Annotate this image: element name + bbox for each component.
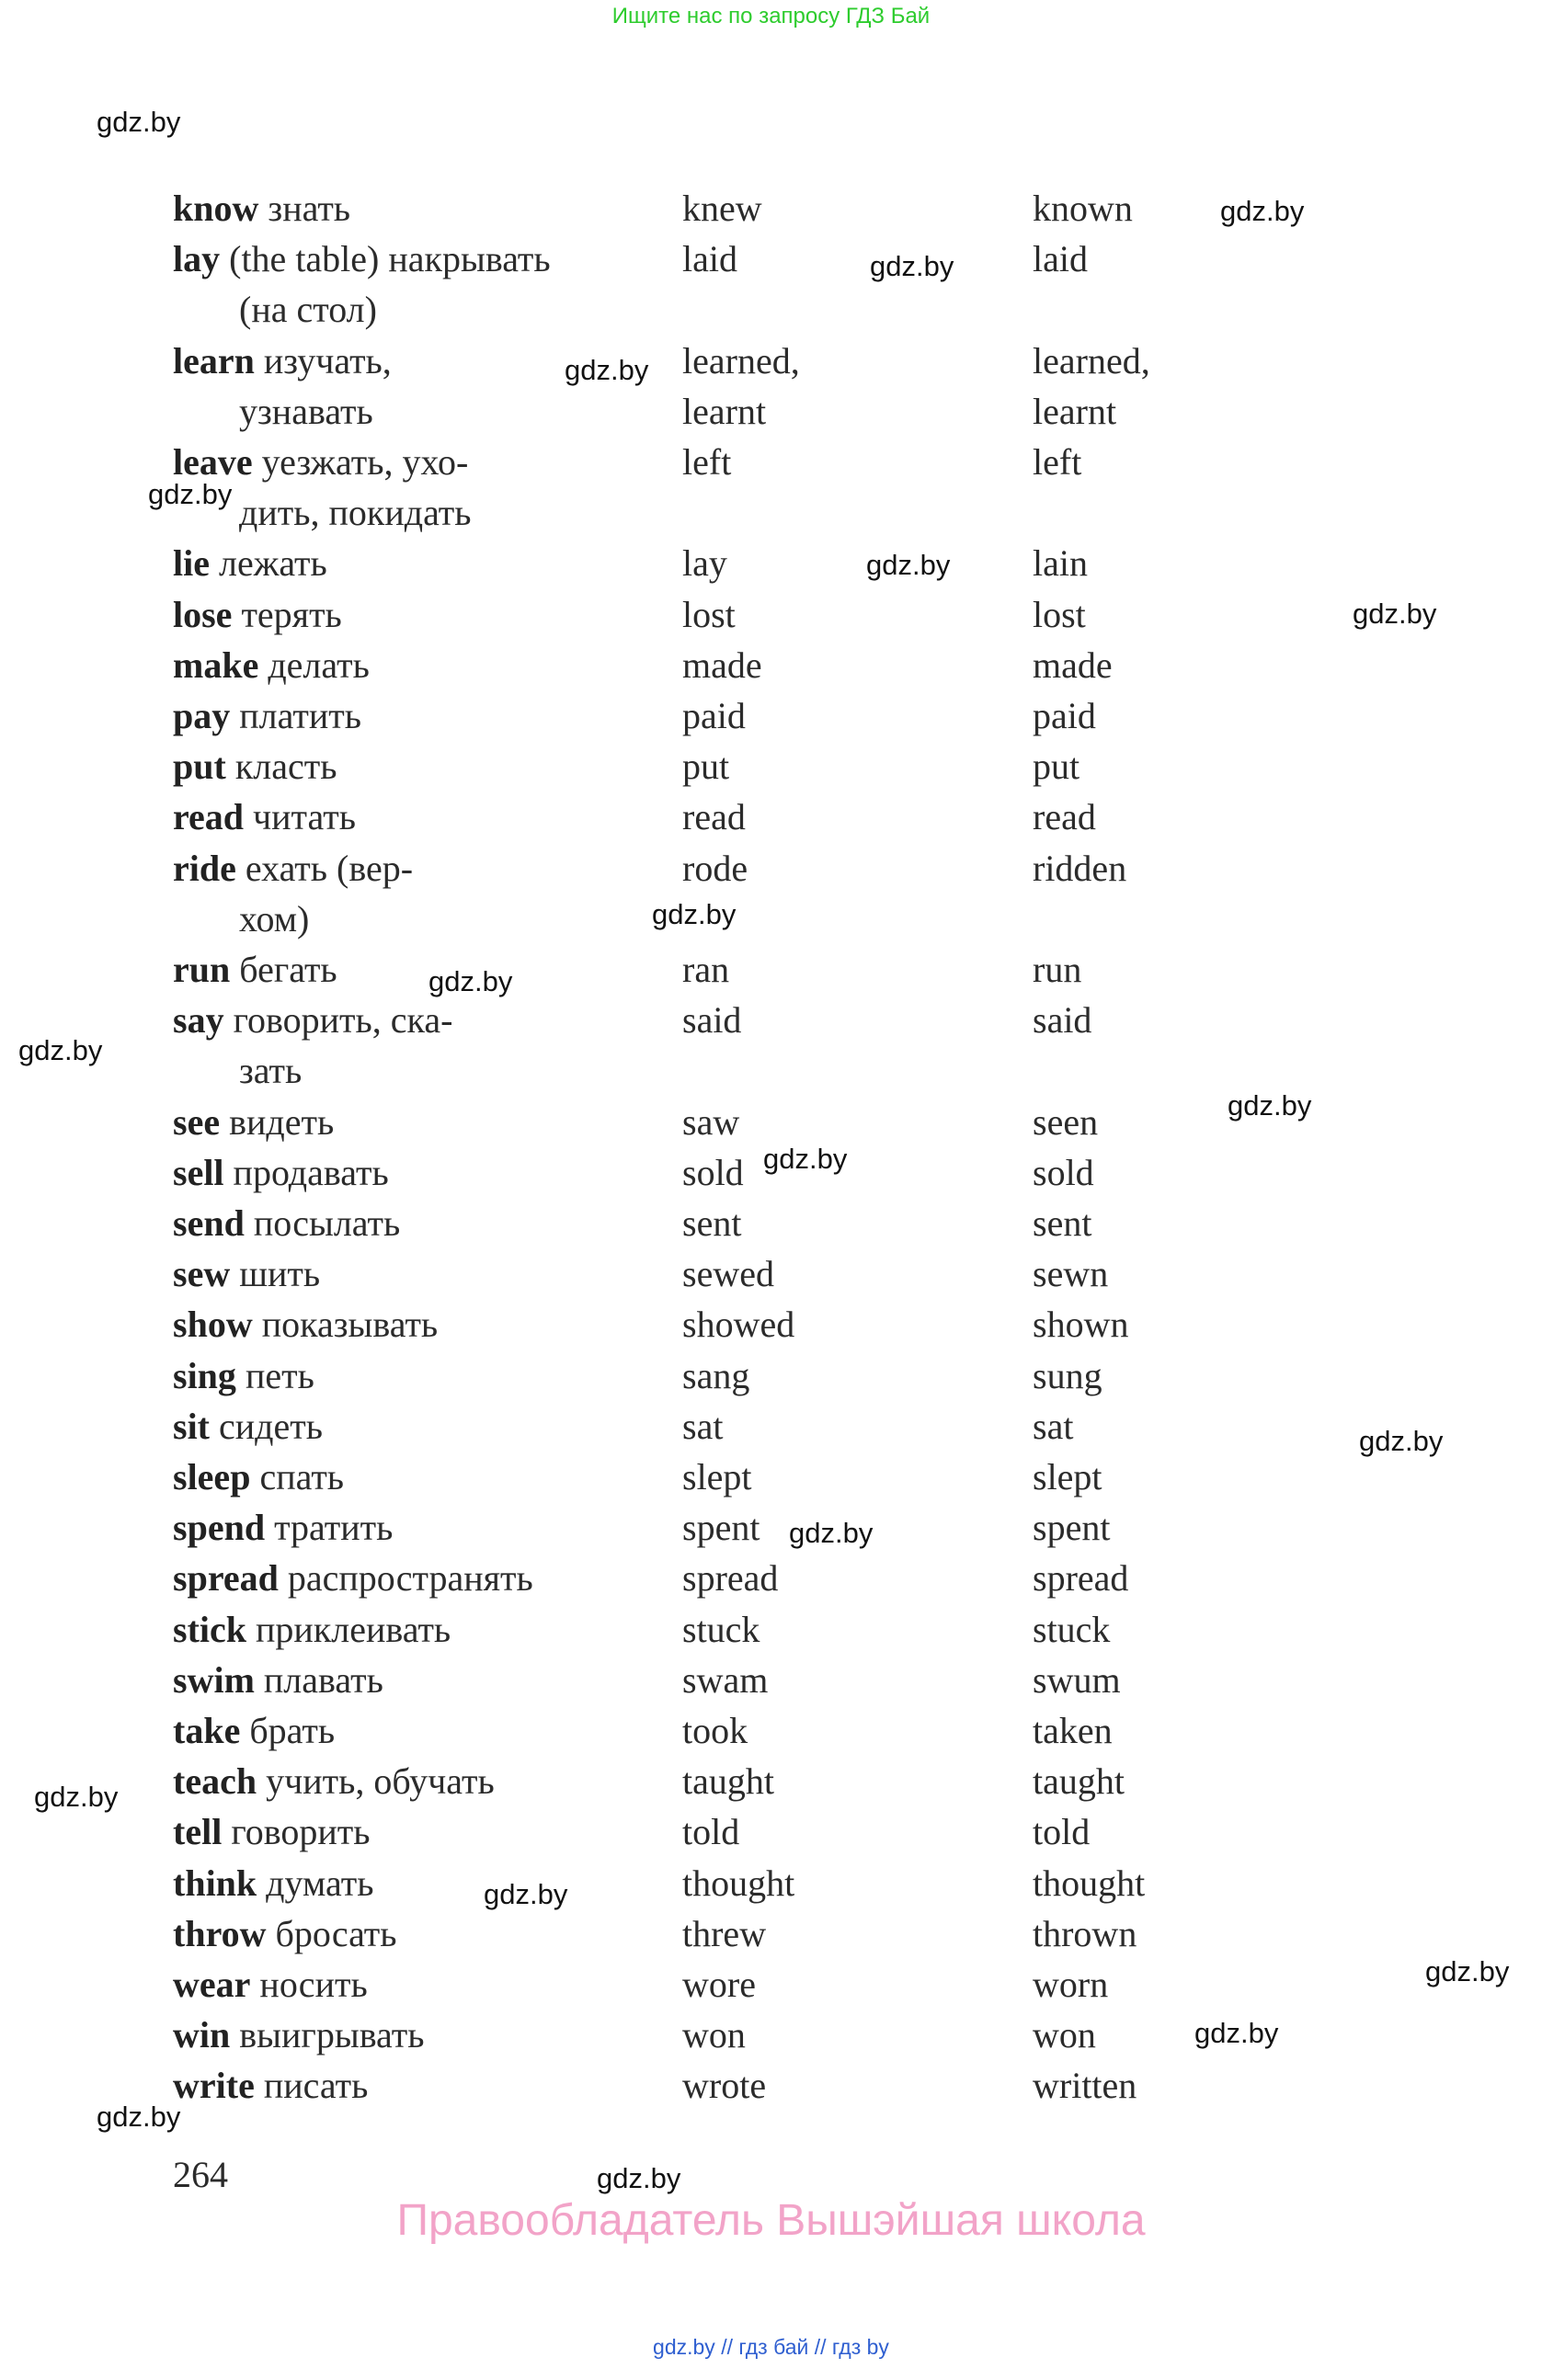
- verb-participle-cell: left: [1033, 441, 1082, 483]
- verb-participle-cell: sold: [1033, 1151, 1094, 1193]
- verb-translation: читать: [253, 796, 356, 838]
- verb-translation: уезжать, ухо-: [261, 441, 469, 483]
- verb-word: swim: [173, 1658, 255, 1701]
- verb-row: [0, 1452, 1542, 1502]
- verb-word: show: [173, 1304, 253, 1346]
- verb-row: [0, 233, 1542, 284]
- verb-infinitive-cell: [173, 1248, 320, 1299]
- verb-infinitive-cell: [173, 690, 361, 741]
- verb-infinitive-cell: [173, 1908, 397, 1959]
- verb-word: say: [173, 999, 224, 1042]
- verb-translation: посылать: [253, 1202, 401, 1244]
- verb-row: [0, 1553, 1542, 1603]
- verb-row: [0, 1806, 1542, 1857]
- verb-word: put: [173, 746, 226, 788]
- verb-participle-cell: run: [1033, 949, 1082, 990]
- verb-word: make: [173, 643, 259, 686]
- watermark: gdz.by: [1425, 1955, 1510, 1987]
- verb-translation: делать: [268, 643, 370, 686]
- verb-participle-cell: thought: [1033, 1862, 1146, 1904]
- verb-row: [0, 538, 1542, 588]
- verb-infinitive-cell: [173, 1350, 314, 1401]
- watermark: gdz.by: [1228, 1089, 1312, 1122]
- verb-infinitive-cell: [173, 1604, 451, 1655]
- verb-infinitive-cell: [173, 1147, 389, 1198]
- verb-past-cell: left: [682, 441, 732, 483]
- verb-past-cell: rode: [682, 847, 748, 889]
- verb-infinitive-cell: [173, 1097, 334, 1147]
- verb-past-cell: saw: [682, 1100, 740, 1143]
- verb-translation: терять: [241, 593, 342, 635]
- watermark: gdz.by: [565, 354, 649, 386]
- verb-past-continuation: learnt: [682, 390, 767, 432]
- verb-participle-cell: written: [1033, 2065, 1137, 2107]
- verb-row: [0, 1299, 1542, 1349]
- verb-participle-continuation: learnt: [1033, 390, 1117, 432]
- verb-infinitive-cell: [173, 791, 356, 842]
- verb-infinitive-cell: [173, 336, 392, 386]
- verb-past-cell: wore: [682, 1964, 756, 2005]
- verb-past-cell: lost: [682, 593, 736, 635]
- verb-infinitive-cell: [173, 183, 350, 233]
- verb-translation: плавать: [263, 1658, 383, 1701]
- verb-translation-continuation: (на стол): [239, 289, 377, 331]
- verb-participle-cell: thrown: [1033, 1912, 1137, 1954]
- verb-past-cell: spread: [682, 1557, 779, 1600]
- verb-infinitive-cell: [173, 1553, 533, 1603]
- verb-translation: шить: [239, 1253, 321, 1295]
- verb-participle-cell: taught: [1033, 1760, 1125, 1803]
- verb-row: [0, 1756, 1542, 1806]
- verb-translation: платить: [239, 695, 361, 736]
- verb-infinitive-cell: [173, 2010, 425, 2060]
- verb-word: leave: [173, 441, 253, 483]
- verb-row: [0, 183, 1542, 233]
- verb-participle-cell: shown: [1033, 1304, 1129, 1346]
- verb-word: learn: [173, 339, 255, 381]
- verb-past-cell: knew: [682, 188, 762, 229]
- verb-past-cell: thought: [682, 1862, 795, 1904]
- verb-participle-cell: spread: [1033, 1557, 1129, 1600]
- verb-infinitive-cell: [173, 1299, 438, 1349]
- verb-participle-cell: said: [1033, 999, 1092, 1042]
- verb-past-cell: ran: [682, 949, 730, 990]
- verb-word: lay: [173, 238, 221, 280]
- verb-past-cell: made: [682, 643, 762, 686]
- verb-row: [0, 1198, 1542, 1248]
- verb-past-cell: wrote: [682, 2065, 767, 2107]
- verb-past-cell: sold: [682, 1151, 744, 1193]
- verb-translation: носить: [259, 1964, 368, 2005]
- watermark: gdz.by: [763, 1143, 848, 1175]
- verb-translation: распространять: [287, 1557, 533, 1600]
- verb-infinitive-cell: [173, 640, 370, 690]
- verb-row-continuation: [0, 284, 1542, 335]
- verb-word: spend: [173, 1507, 266, 1549]
- verb-translation: спать: [259, 1456, 345, 1497]
- verb-word: sit: [173, 1405, 210, 1447]
- verb-past-cell: won: [682, 2014, 746, 2056]
- verb-row: [0, 995, 1542, 1045]
- verb-past-cell: put: [682, 746, 730, 788]
- verb-word: run: [173, 949, 231, 990]
- verb-participle-cell: made: [1033, 643, 1113, 686]
- watermark: gdz.by: [1359, 1425, 1444, 1457]
- verb-translation: бросать: [275, 1912, 397, 1954]
- verb-row: [0, 1959, 1542, 2010]
- watermark: gdz.by: [97, 2101, 181, 2133]
- verb-participle-cell: sewn: [1033, 1253, 1109, 1295]
- verb-row: [0, 1655, 1542, 1705]
- verb-translation: писать: [263, 2065, 369, 2107]
- verb-word: stick: [173, 1608, 246, 1650]
- verb-infinitive-cell: [173, 944, 337, 995]
- verb-translation: знать: [268, 188, 351, 229]
- verb-participle-cell: worn: [1033, 1964, 1109, 2005]
- verb-row: [0, 1248, 1542, 1299]
- verb-word: sew: [173, 1253, 231, 1295]
- verb-participle-cell: ridden: [1033, 847, 1127, 889]
- verb-translation: петь: [245, 1354, 314, 1396]
- verb-infinitive-cell: [173, 1401, 323, 1452]
- watermark: gdz.by: [428, 965, 513, 997]
- verb-word: lose: [173, 593, 233, 635]
- verb-infinitive-cell: [173, 1858, 373, 1908]
- verb-translation: говорить: [231, 1811, 371, 1853]
- verb-translation-continuation: дить, покидать: [239, 492, 472, 534]
- verb-past-cell: took: [682, 1710, 748, 1751]
- verb-word: send: [173, 1202, 245, 1244]
- verb-translation: брать: [249, 1710, 336, 1751]
- verb-row: [0, 2010, 1542, 2060]
- verb-past-cell: swam: [682, 1658, 769, 1701]
- verb-participle-cell: seen: [1033, 1100, 1099, 1143]
- verb-past-cell: slept: [682, 1456, 752, 1497]
- verb-participle-cell: laid: [1033, 238, 1088, 280]
- watermark: gdz.by: [597, 2162, 681, 2194]
- verb-word: throw: [173, 1912, 267, 1954]
- verb-infinitive-cell: [173, 1806, 370, 1857]
- verb-infinitive-cell: [173, 2060, 368, 2111]
- watermark: gdz.by: [789, 1517, 874, 1549]
- verb-past-cell: spent: [682, 1507, 760, 1549]
- verb-row: [0, 690, 1542, 741]
- top-banner: Ищите нас по запросу ГДЗ Бай: [611, 4, 931, 28]
- verb-translation: видеть: [229, 1100, 335, 1143]
- verb-word: write: [173, 2065, 255, 2107]
- verb-word: sing: [173, 1354, 236, 1396]
- verb-word: win: [173, 2014, 231, 2056]
- verb-infinitive-cell: [173, 1756, 495, 1806]
- verb-participle-cell: known: [1033, 188, 1133, 229]
- verb-translation-continuation: узнавать: [239, 390, 373, 432]
- verb-infinitive-cell: [173, 1198, 400, 1248]
- verb-participle-cell: told: [1033, 1811, 1091, 1853]
- verb-participle-cell: lain: [1033, 542, 1088, 585]
- verb-participle-cell: sung: [1033, 1354, 1102, 1396]
- verb-word: know: [173, 188, 259, 229]
- verb-past-cell: showed: [682, 1304, 795, 1346]
- verb-word: lie: [173, 542, 210, 585]
- verb-word: spread: [173, 1557, 279, 1600]
- verb-past-cell: laid: [682, 238, 737, 280]
- verb-infinitive-cell: [173, 538, 327, 588]
- copyright-notice: Правообладатель Вышэйшая школа: [396, 2196, 1146, 2245]
- verb-row: [0, 1401, 1542, 1452]
- verb-past-cell: lay: [682, 542, 727, 585]
- verb-past-cell: read: [682, 796, 746, 838]
- verb-translation: изучать,: [263, 339, 392, 381]
- verb-translation: думать: [266, 1862, 374, 1904]
- watermark: gdz.by: [97, 106, 181, 138]
- verb-row: [0, 336, 1542, 386]
- verb-translation: класть: [234, 746, 337, 788]
- verb-word: pay: [173, 695, 231, 736]
- watermark: gdz.by: [484, 1878, 568, 1910]
- verb-participle-cell: put: [1033, 746, 1080, 788]
- verb-infinitive-cell: [173, 1959, 368, 2010]
- watermark: gdz.by: [1220, 195, 1305, 227]
- verb-row: [0, 1908, 1542, 1959]
- verb-translation: продавать: [233, 1151, 389, 1193]
- watermark: gdz.by: [652, 898, 737, 930]
- verb-word: ride: [173, 847, 236, 889]
- verb-translation: лежать: [218, 542, 327, 585]
- verb-word: take: [173, 1710, 241, 1751]
- verb-infinitive-cell: [173, 843, 413, 894]
- verb-participle-cell: taken: [1033, 1710, 1113, 1751]
- verb-translation: учить, обучать: [266, 1760, 495, 1803]
- verb-row: [0, 791, 1542, 842]
- verb-row: [0, 741, 1542, 791]
- footer-links[interactable]: gdz.by // гдз бай // гдз by: [653, 2335, 889, 2359]
- verb-translation-continuation: хом): [239, 897, 310, 939]
- verb-word: sell: [173, 1151, 224, 1193]
- verb-row: [0, 843, 1542, 894]
- verb-infinitive-cell: [173, 741, 337, 791]
- verb-translation: сидеть: [219, 1405, 323, 1447]
- verb-past-cell: threw: [682, 1912, 767, 1954]
- verb-row-continuation: [0, 894, 1542, 944]
- verb-participle-cell: read: [1033, 796, 1096, 838]
- verb-row: [0, 2060, 1542, 2111]
- verb-translation: (the table) накрывать: [229, 238, 551, 280]
- verb-participle-cell: paid: [1033, 695, 1096, 736]
- verb-row: [0, 1350, 1542, 1401]
- watermark: gdz.by: [1353, 598, 1437, 630]
- verb-infinitive-cell: [173, 995, 452, 1045]
- verb-translation: бегать: [239, 949, 337, 990]
- verb-translation: тратить: [274, 1507, 394, 1549]
- verb-row: [0, 1705, 1542, 1756]
- verb-participle-cell: lost: [1033, 593, 1086, 635]
- verb-infinitive-cell: [173, 1452, 344, 1502]
- verb-past-cell: sewed: [682, 1253, 774, 1295]
- verb-infinitive-cell: [173, 1502, 393, 1553]
- verb-translation: ехать (вер-: [245, 847, 414, 889]
- verb-word: tell: [173, 1811, 223, 1853]
- verb-infinitive-cell: [173, 589, 342, 640]
- verb-row: [0, 640, 1542, 690]
- verb-row: [0, 1604, 1542, 1655]
- verb-past-cell: said: [682, 999, 742, 1042]
- verb-participle-cell: spent: [1033, 1507, 1111, 1549]
- verb-past-cell: sang: [682, 1354, 750, 1396]
- verb-translation: говорить, ска-: [233, 999, 453, 1042]
- verb-past-cell: taught: [682, 1760, 774, 1803]
- verb-past-cell: learned,: [682, 339, 800, 381]
- verb-participle-cell: stuck: [1033, 1608, 1111, 1650]
- verb-translation: выигрывать: [239, 2014, 425, 2056]
- verb-infinitive-cell: [173, 233, 551, 284]
- watermark: gdz.by: [34, 1781, 119, 1813]
- verb-row: [0, 589, 1542, 640]
- verb-participle-cell: swum: [1033, 1658, 1121, 1701]
- verb-past-cell: paid: [682, 695, 746, 736]
- verb-word: sleep: [173, 1456, 251, 1497]
- verb-past-cell: stuck: [682, 1608, 760, 1650]
- verb-participle-cell: won: [1033, 2014, 1096, 2056]
- verb-row: [0, 1858, 1542, 1908]
- verb-infinitive-cell: [173, 1655, 383, 1705]
- watermark: gdz.by: [18, 1034, 103, 1066]
- verb-row: [0, 944, 1542, 995]
- verb-word: think: [173, 1862, 257, 1904]
- verb-participle-cell: learned,: [1033, 339, 1150, 381]
- verb-infinitive-cell: [173, 1705, 335, 1756]
- verb-row-continuation: [0, 386, 1542, 437]
- verb-translation: показывать: [261, 1304, 439, 1346]
- verb-past-cell: sent: [682, 1202, 742, 1244]
- watermark: gdz.by: [866, 549, 951, 581]
- verb-word: read: [173, 796, 245, 838]
- verb-past-cell: told: [682, 1811, 740, 1853]
- verb-participle-cell: sent: [1033, 1202, 1092, 1244]
- verb-word: teach: [173, 1760, 257, 1803]
- page-number: 264: [173, 2154, 228, 2195]
- verb-word: see: [173, 1100, 221, 1143]
- verb-translation-continuation: зать: [239, 1050, 303, 1092]
- watermark: gdz.by: [1194, 2017, 1279, 2049]
- verb-row: [0, 1502, 1542, 1553]
- watermark: gdz.by: [148, 478, 233, 510]
- watermark: gdz.by: [870, 250, 954, 282]
- verb-past-cell: sat: [682, 1405, 724, 1447]
- verb-word: wear: [173, 1964, 251, 2005]
- verb-participle-cell: sat: [1033, 1405, 1074, 1447]
- verb-translation: приклеивать: [256, 1608, 451, 1650]
- verb-participle-cell: slept: [1033, 1456, 1102, 1497]
